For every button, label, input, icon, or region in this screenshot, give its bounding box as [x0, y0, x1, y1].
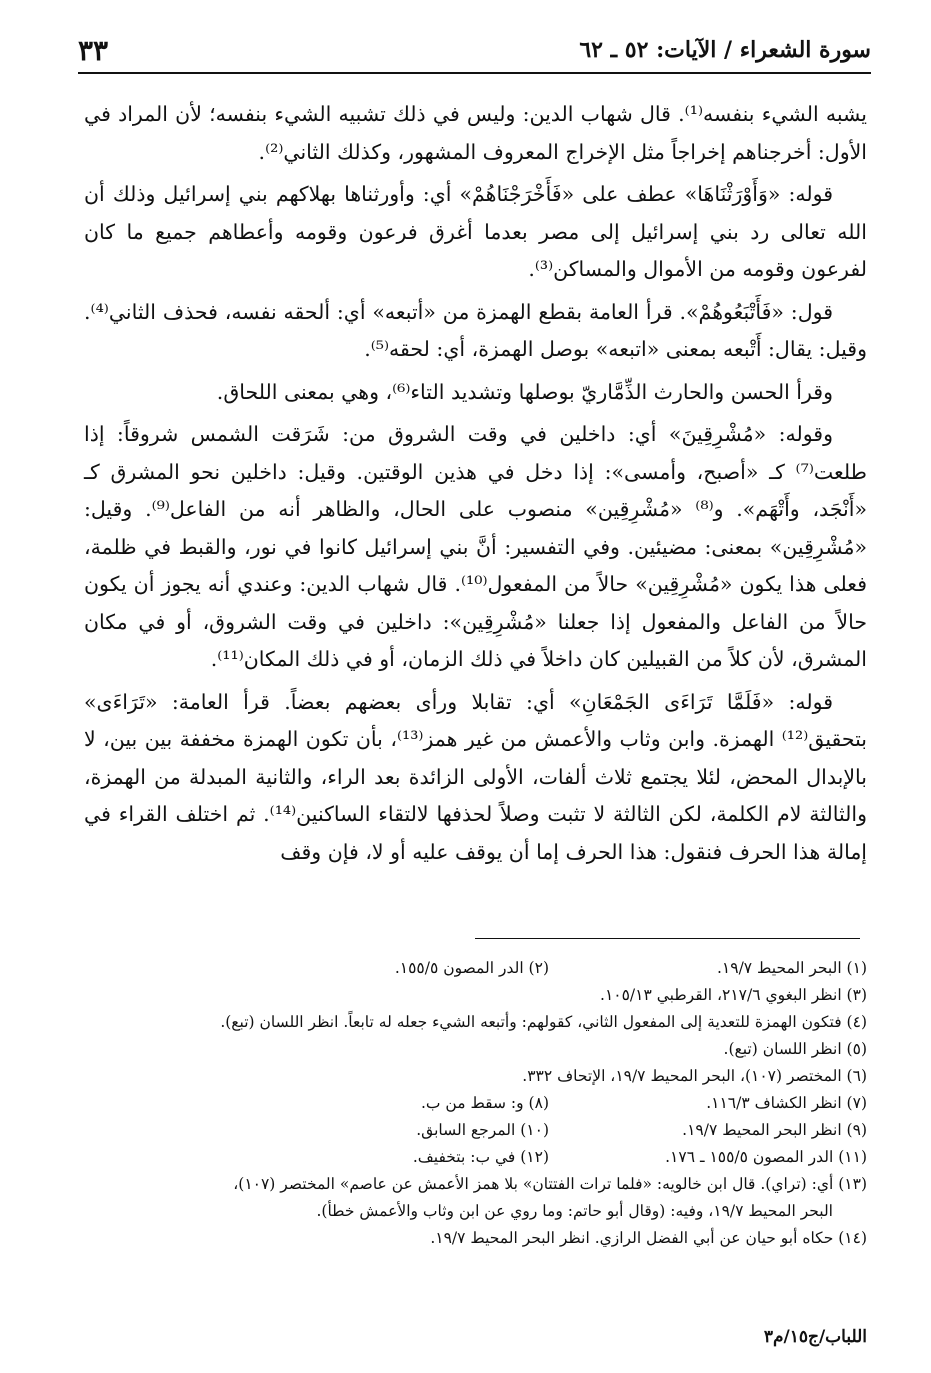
footnote-7: (٧) انظر الكشاف ١١٦/٣.	[706, 1094, 867, 1112]
header-surah-title: سورة الشعراء / الآيات: ٥٢ ـ ٦٢	[579, 37, 871, 63]
footnote-10: (١٠) المرجع السابق.	[416, 1121, 549, 1139]
footnote-5: (٥) انظر اللسان (تبع).	[723, 1040, 867, 1058]
paragraph-1: يشبه الشيء بنفسه⁽¹⁾. قال شهاب الدين: وليس في ذلك تشبيه الشيء بنفسه؛ لأن المراد في الأول: أخرجناهم إخراجاً مثل الإخراج المعروف المشهور، وكذلك الثاني⁽²⁾.	[84, 102, 868, 164]
paragraph-2: قوله: «وَأَوْرَثْنَاهَا» عطف على «فَأَخْرَجْنَاهُمْ» أي: وأورثناها بهلاكهم بني إسرائيل وذلك أن الله تعالى رد بني إسرائيل إلى مصر بعدما أغرق فرعون وقومه وأعطاهم جميع ما كان لفرعون وقومه من الأموال والمساكن⁽³⁾.	[84, 182, 867, 281]
main-text	[84, 96, 867, 876]
footnote-8: (٨) و: سقط من ب.	[420, 1094, 549, 1112]
paragraph-4: وقرأ الحسن والحارث الذِّمَّاريّ بوصلها وتشديد التاء⁽⁶⁾، وهي بمعنى اللحاق.	[216, 379, 833, 404]
footnotes	[84, 955, 867, 1252]
footnote-3: (٣) انظر البغوي ٢١٧/٦، القرطبي ١٠٥/١٣.	[600, 986, 867, 1004]
footnote-13-continuation: البحر المحيط ١٩/٧، وفيه: (وقال أبو حاتم: وما روي عن ابن وثاب والأعمش خطأ).	[316, 1202, 833, 1220]
paragraph-6: قوله: «فَلَمَّا تَرَاءَى الجَمْعَانِ» أي: تقابلا ورأى بعضهم بعضاً. قرأ العامة: «تَرَاءَى» بتحقيق⁽¹²⁾ الهمزة. وابن وثاب والأعمش من غير همز⁽¹³⁾، بأن تكون الهمزة مخففة بين بين، لا بالإبدال المحض، لئلا يجتمع ثلاث ألفات، الأولى الزائدة بعد الراء، والثانية المبدلة من الهمزة، والثالثة لام الكلمة، لكن الثالثة لا تثبت وصلاً لحذفها لالتقاء الساكنين⁽¹⁴⁾. ثم اختلف القراء في إمالة هذا الحرف فنقول: هذا الحرف إما أن يوقف عليه أو لا، فإن وقف	[84, 689, 867, 864]
paragraph-5: وقوله: «مُشْرِقِينَ» أي: داخلين في وقت الشروق من: شَرَقت الشمس شروقاً: إذا طلعت⁽⁷⁾ كـ «أصبح، وأمسى»: إذا دخل في هذين الوقتين. وقيل: داخلين نحو المشرق كـ «أَنْجَد، وأَتْهَم». و⁽⁸⁾ «مُشْرِقِين» منصوب على الحال، والظاهر أنه من الفاعل⁽⁹⁾. وقيل: «مُشْرِقِين» بمعنى: مضيئين. وفي التفسير: أنَّ بني إسرائيل كانوا في نور، والقبط في ظلمة، فعلى هذا يكون «مُشْرِقِين» حالاً من المفعول⁽¹⁰⁾. قال شهاب الدين: وعندي أنه يجوز أن يكون حالاً من الفاعل والمفعول إذا جعلنا «مُشْرِقِين»: داخلين في وقت الشروق، أو في مكان المشرق، لأن كلاً من القبيلين كان داخلاً في ذلك الزمان، أو في ذلك المكان⁽¹¹⁾.	[84, 422, 867, 671]
footnote-12: (١٢) في ب: بتخفيف.	[412, 1148, 549, 1166]
footnote-row	[84, 955, 867, 982]
footnote-separator	[475, 938, 860, 939]
footnote-11: (١١) الدر المصون ١٥٥/٥ ـ ١٧٦.	[665, 1148, 867, 1166]
footnote-1: (١) البحر المحيط ١٩/٧.	[716, 959, 867, 977]
printer-signature: اللباب/ج١٥/م٣	[763, 1327, 867, 1347]
paragraph-3: قول: «فَأَتْبَعُوهُمْ». قرأ العامة بقطع الهمزة من «أتبعه» أي: ألحقه نفسه، فحذف الثاني⁽⁴⁾. وقيل: يقال: أَتْبعه بمعنى «اتبعه» بوصل الهمزة، أي: لحقه⁽⁵⁾.	[84, 299, 867, 361]
footnote-row	[84, 1117, 867, 1144]
footnote-4: (٤) فتكون الهمزة للتعدية إلى المفعول الثاني، كقولهم: وأتبعه الشيء جعله له تابعاً. انظر اللسان (تبع).	[220, 1013, 867, 1031]
footnote-6: (٦) المختصر (١٠٧)، البحر المحيط ١٩/٧، الإتحاف ٣٣٢.	[522, 1067, 867, 1085]
footnote-9: (٩) انظر البحر المحيط ١٩/٧.	[682, 1121, 867, 1139]
running-header	[78, 28, 871, 74]
footnote-13: (١٣) أي: (تراي). قال ابن خالويه: «فلما ترات الفتتان» بلا همز الأعمش عن عاصم» المختصر (١٠٧)،	[233, 1175, 867, 1193]
footnote-row	[84, 1144, 867, 1171]
page-number: ٣٣	[78, 33, 109, 67]
footnote-row	[84, 1090, 867, 1117]
footnote-14: (١٤) حكاه أبو حيان عن أبي الفضل الرازي. انظر البحر المحيط ١٩/٧.	[430, 1229, 867, 1247]
footnote-2: (٢) الدر المصون ١٥٥/٥.	[394, 959, 549, 977]
